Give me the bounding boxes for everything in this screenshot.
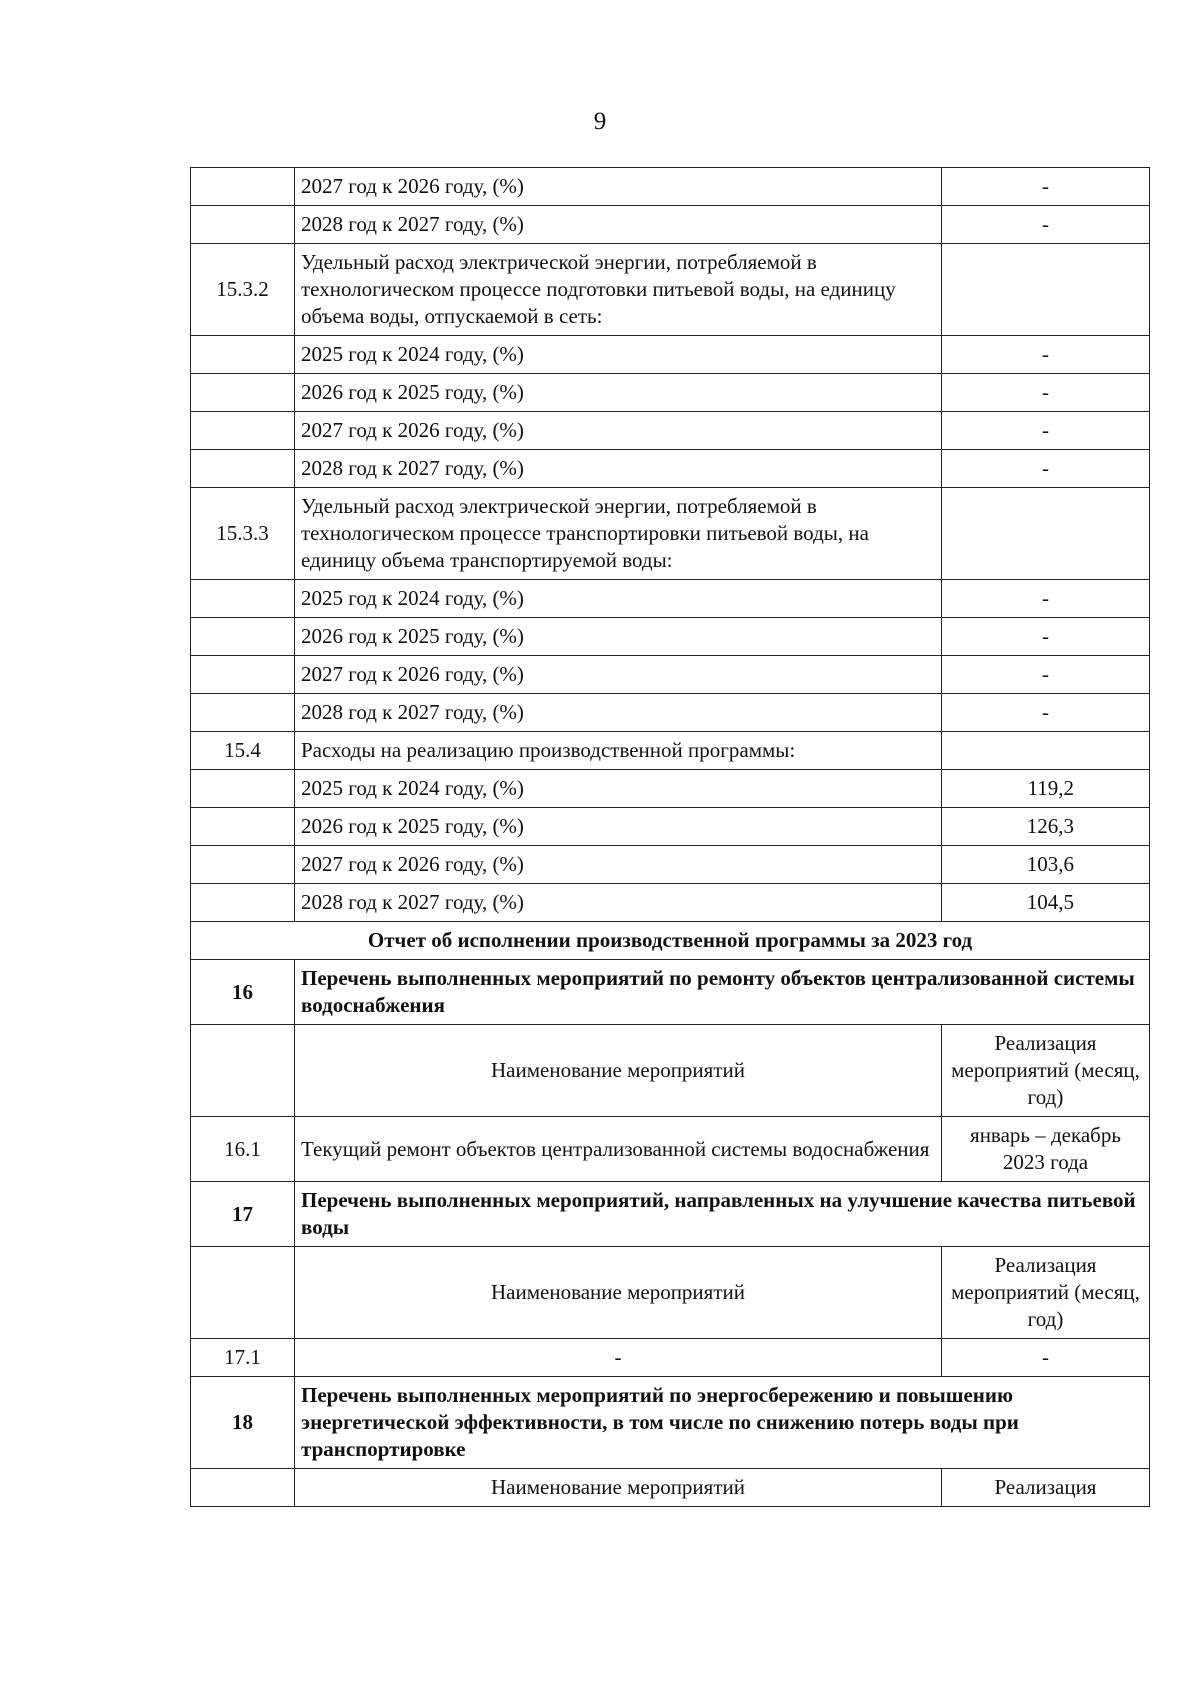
row-text: 2027 год к 2026 году, (%) — [295, 168, 942, 206]
indicator-row — [191, 694, 1150, 732]
row-text: 2028 год к 2027 году, (%) — [295, 694, 942, 732]
indicator-row — [191, 770, 1150, 808]
indicator-row — [191, 580, 1150, 618]
row-text: Удельный расход электрической энергии, потребляемой в технологическом процессе транспортировки питьевой воды, на единицу объема транспортируемой воды: — [295, 488, 942, 580]
row-text: Удельный расход электрической энергии, потребляемой в технологическом процессе подготовки питьевой воды, на единицу объема воды, отпускаемой в сеть: — [295, 244, 942, 336]
section-18-header-impl: Реализация — [942, 1469, 1150, 1507]
row-number — [191, 168, 295, 206]
item-17-1-number: 17.1 — [191, 1339, 295, 1377]
row-value: 119,2 — [942, 770, 1150, 808]
row-value: - — [942, 412, 1150, 450]
row-number: 15.3.3 — [191, 488, 295, 580]
indicator-row — [191, 846, 1150, 884]
row-value — [942, 732, 1150, 770]
row-number — [191, 846, 295, 884]
indicator-row — [191, 374, 1150, 412]
indicator-row — [191, 656, 1150, 694]
row-number — [191, 884, 295, 922]
row-text: 2025 год к 2024 году, (%) — [295, 580, 942, 618]
section-18-title: Перечень выполненных мероприятий по энергосбережению и повышению энергетической эффективности, в том числе по снижению потерь воды при транспортировке — [295, 1377, 1150, 1469]
row-number — [191, 450, 295, 488]
row-text: 2028 год к 2027 году, (%) — [295, 206, 942, 244]
report-title: Отчет об исполнении производственной программы за 2023 год — [191, 922, 1150, 960]
indicator-row — [191, 206, 1150, 244]
indicator-row — [191, 244, 1150, 336]
page-number: 9 — [593, 108, 607, 135]
row-value: 104,5 — [942, 884, 1150, 922]
row-text: 2027 год к 2026 году, (%) — [295, 656, 942, 694]
indicator-rows — [191, 168, 1150, 922]
row-number: 15.4 — [191, 732, 295, 770]
row-value: - — [942, 618, 1150, 656]
row-value — [942, 244, 1150, 336]
section-18-header-name: Наименование мероприятий — [295, 1469, 942, 1507]
section-16-header-impl: Реализация мероприятий (месяц, год) — [942, 1025, 1150, 1117]
row-number — [191, 580, 295, 618]
item-16-1-text: Текущий ремонт объектов централизованной системы водоснабжения — [295, 1117, 942, 1182]
row-number — [191, 656, 295, 694]
row-value: 126,3 — [942, 808, 1150, 846]
row-text: 2027 год к 2026 году, (%) — [295, 846, 942, 884]
row-value: - — [942, 694, 1150, 732]
row-text: 2028 год к 2027 году, (%) — [295, 450, 942, 488]
row-text: Расходы на реализацию производственной программы: — [295, 732, 942, 770]
row-number — [191, 770, 295, 808]
row-value: - — [942, 580, 1150, 618]
row-value: - — [942, 450, 1150, 488]
row-text: 2025 год к 2024 году, (%) — [295, 336, 942, 374]
section-17-header-name: Наименование мероприятий — [295, 1247, 942, 1339]
row-text: 2026 год к 2025 году, (%) — [295, 618, 942, 656]
indicator-row — [191, 808, 1150, 846]
row-value: - — [942, 206, 1150, 244]
indicator-row — [191, 732, 1150, 770]
section-17-number: 17 — [191, 1182, 295, 1247]
indicator-row — [191, 336, 1150, 374]
empty-cell — [191, 1025, 295, 1117]
indicator-row — [191, 488, 1150, 580]
row-value: - — [942, 168, 1150, 206]
row-number — [191, 206, 295, 244]
empty-cell — [191, 1247, 295, 1339]
section-18-number: 18 — [191, 1377, 295, 1469]
row-text: 2025 год к 2024 году, (%) — [295, 770, 942, 808]
section-16-title: Перечень выполненных мероприятий по ремонту объектов централизованной системы водоснабжения — [295, 960, 1150, 1025]
indicator-row — [191, 168, 1150, 206]
indicator-row — [191, 412, 1150, 450]
section-16-number: 16 — [191, 960, 295, 1025]
row-number: 15.3.2 — [191, 244, 295, 336]
item-17-1-impl: - — [942, 1339, 1150, 1377]
row-number — [191, 336, 295, 374]
indicator-row — [191, 884, 1150, 922]
report-section — [191, 922, 1150, 1507]
section-17-title: Перечень выполненных мероприятий, направленных на улучшение качества питьевой воды — [295, 1182, 1150, 1247]
row-number — [191, 618, 295, 656]
row-value: - — [942, 336, 1150, 374]
row-value — [942, 488, 1150, 580]
row-text: 2027 год к 2026 году, (%) — [295, 412, 942, 450]
row-number — [191, 694, 295, 732]
row-value: 103,6 — [942, 846, 1150, 884]
indicator-row — [191, 618, 1150, 656]
row-number — [191, 412, 295, 450]
row-number — [191, 808, 295, 846]
row-number — [191, 374, 295, 412]
section-17-header-impl: Реализация мероприятий (месяц, год) — [942, 1247, 1150, 1339]
report-table — [190, 167, 1150, 1507]
item-17-1-text: - — [295, 1339, 942, 1377]
item-16-1-impl: январь – декабрь 2023 года — [942, 1117, 1150, 1182]
row-value: - — [942, 656, 1150, 694]
row-text: 2028 год к 2027 году, (%) — [295, 884, 942, 922]
empty-cell — [191, 1469, 295, 1507]
indicator-row — [191, 450, 1150, 488]
row-value: - — [942, 374, 1150, 412]
row-text: 2026 год к 2025 году, (%) — [295, 374, 942, 412]
section-16-header-name: Наименование мероприятий — [295, 1025, 942, 1117]
row-text: 2026 год к 2025 году, (%) — [295, 808, 942, 846]
item-16-1-number: 16.1 — [191, 1117, 295, 1182]
